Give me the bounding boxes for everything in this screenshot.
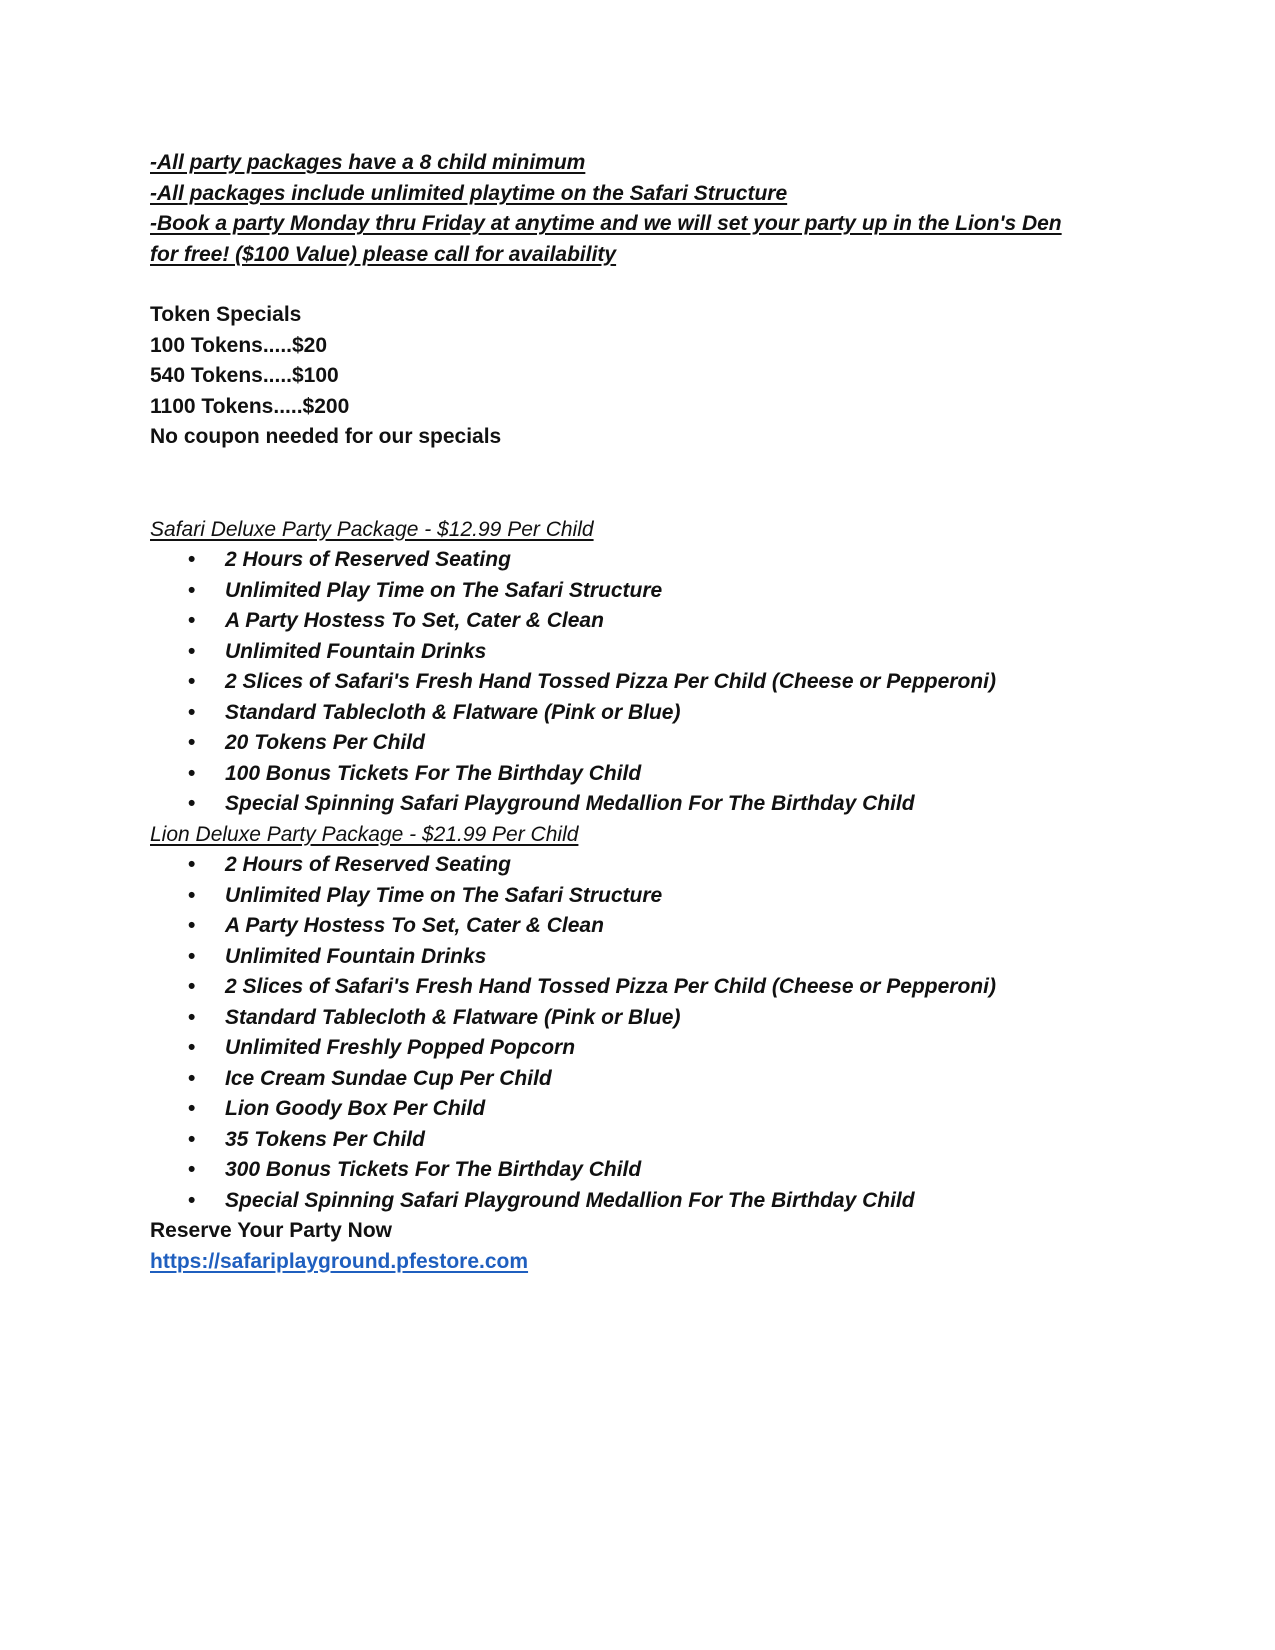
safari-package-title: Safari Deluxe Party Package - $12.99 Per Child [150,517,594,541]
token-specials-block [150,300,1160,453]
bullet-icon: • [188,792,196,815]
lion-package-list [150,850,1160,1216]
list-item: • 2 Hours of Reserved Seating [150,545,1160,576]
lion-package-section [150,820,1160,1217]
list-item: • 300 Bonus Tickets For The Birthday Child [150,1155,1160,1186]
list-item: • Unlimited Play Time on The Safari Structure [150,881,1160,912]
notice-unlimited-playtime: -All packages include unlimited playtime on the Safari Structure [150,181,788,205]
bullet-icon: • [188,883,196,907]
safari-package-section [150,515,1160,820]
bullet-icon: • [188,731,196,754]
list-item: • Unlimited Fountain Drinks [150,942,1160,973]
reserve-link[interactable]: https://safariplayground.pfestore.com [150,1249,529,1273]
notice-weekday-booking-cont: for free! ($100 Value) please call for availability [150,242,617,266]
bullet-icon: • [188,639,196,663]
token-offer: 1100 Tokens.....$200 [150,394,350,418]
reserve-block [150,1216,1160,1277]
list-item: • Unlimited Freshly Popped Popcorn [150,1033,1160,1064]
bullet-icon: • [188,1005,196,1029]
list-item: • 100 Bonus Tickets For The Birthday Child [150,759,1160,790]
bullet-icon: • [188,914,196,937]
list-item: • 35 Tokens Per Child [150,1125,1160,1156]
bullet-icon: • [188,853,196,876]
bullet-icon: • [188,944,196,968]
bullet-icon: • [188,1066,196,1090]
notice-weekday-booking: -Book a party Monday thru Friday at anytime and we will set your party up in the Lion's Den [150,212,1062,235]
bullet-icon: • [188,761,196,785]
token-offer: 540 Tokens.....$100 [150,364,339,387]
reserve-label: Reserve Your Party Now [150,1219,392,1242]
list-item: • Unlimited Play Time on The Safari Structure [150,576,1160,607]
bullet-icon: • [188,1127,196,1151]
bullet-icon: • [188,975,196,998]
bullet-icon: • [188,548,196,571]
list-item: • Special Spinning Safari Playground Medallion For The Birthday Child [150,1186,1160,1217]
token-specials-heading: Token Specials [150,303,302,326]
list-item: • 2 Slices of Safari's Fresh Hand Tossed Pizza Per Child (Cheese or Pepperoni) [150,972,1160,1003]
bullet-icon: • [188,1097,196,1120]
token-offer: 100 Tokens.....$20 [150,333,328,357]
bullet-icon: • [188,1158,196,1181]
bullet-icon: • [188,1036,196,1059]
list-item: • Unlimited Fountain Drinks [150,637,1160,668]
list-item: • Lion Goody Box Per Child [150,1094,1160,1125]
bullet-icon: • [188,1188,196,1212]
list-item: • Special Spinning Safari Playground Medallion For The Birthday Child [150,789,1160,820]
list-item: • 2 Hours of Reserved Seating [150,850,1160,881]
notices-block [150,148,1160,270]
bullet-icon: • [188,609,196,632]
list-item: • Standard Tablecloth & Flatware (Pink or Blue) [150,1003,1160,1034]
document-page [150,148,1160,1277]
bullet-icon: • [188,670,196,693]
lion-package-title: Lion Deluxe Party Package - $21.99 Per Child [150,822,579,846]
list-item: • A Party Hostess To Set, Cater & Clean [150,606,1160,637]
bullet-icon: • [188,578,196,602]
bullet-icon: • [188,700,196,724]
list-item: • Ice Cream Sundae Cup Per Child [150,1064,1160,1095]
list-item: • 20 Tokens Per Child [150,728,1160,759]
token-specials-note: No coupon needed for our specials [150,425,502,448]
notice-child-minimum: -All party packages have a 8 child minimum [150,151,586,174]
list-item: • 2 Slices of Safari's Fresh Hand Tossed Pizza Per Child (Cheese or Pepperoni) [150,667,1160,698]
safari-package-list [150,545,1160,820]
list-item: • Standard Tablecloth & Flatware (Pink or Blue) [150,698,1160,729]
list-item: • A Party Hostess To Set, Cater & Clean [150,911,1160,942]
